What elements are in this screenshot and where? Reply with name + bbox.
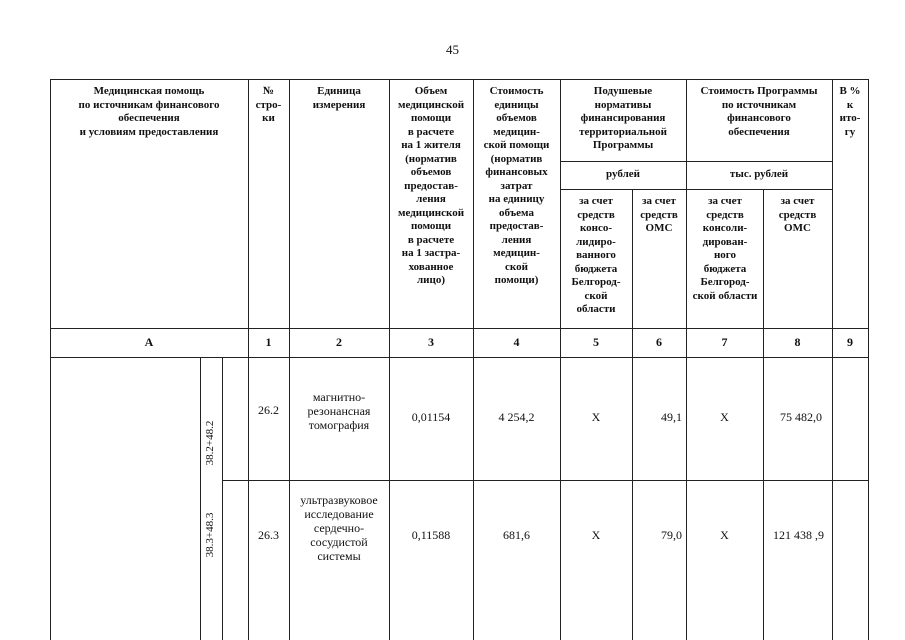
row-volume: 0,01154 [411,410,451,424]
col-number-1: 1 [265,335,272,349]
header-budget-per-capita: за счет средств консо- лидиро- ванного бюджета Белгород- ской области [571,195,621,315]
header-per-capita: Подушевые нормативы финансирования территориальной Программы [579,85,667,151]
header-medical-care: Медицинская помощь по источникам финансового обеспечения и условиям предоставления [78,85,220,138]
header-program-cost: Стоимость Программы по источникам финансового обеспечения [700,85,818,138]
header-volume: Объем медицинской помощи в расчете на 1 жителя (норматив объемов предостав- ления медицинской помощи в расчете на 1 застра- хованное лицо) [397,85,465,286]
row-oms-per-capita: 79,0 [661,528,682,542]
header-line-number: № стро- ки [255,85,282,124]
header-oms-total: за счет средств ОМС [778,195,817,234]
col-number-4: 4 [513,335,520,349]
row-side-label: 38.2+48.2 [204,420,216,466]
header-percent: В % к ито- гу [839,85,861,138]
row-budget-per-capita: X [591,528,601,542]
row-unit: магнитно- резонансная томография [307,390,371,432]
row-unit-cost: 681,6 [503,528,530,542]
col-number-6: 6 [656,335,662,349]
row-oms-per-capita: 49,1 [661,410,682,424]
col-number-a: А [144,335,154,349]
header-thousand-rubles: тыс. рублей [729,168,789,180]
header-oms-per-capita: за счет средств ОМС [640,195,678,234]
page-number: 45 [446,42,459,57]
row-line-number: 26.3 [258,528,279,542]
row-budget-per-capita: X [591,410,601,424]
col-number-8: 8 [794,335,801,349]
row-unit: ультразвуковое исследование сердечно- сосудистой системы [300,493,378,563]
row-line-number: 26.2 [258,403,279,417]
row-budget-total: X [720,528,729,542]
row-budget-total: X [720,410,729,424]
row-volume: 0,11588 [411,528,451,542]
col-number-2: 2 [336,335,342,349]
header-rubles: рублей [606,168,640,180]
row-oms-total: 75 482,0 [780,410,822,424]
row-side-label: 38.3+48.3 [204,512,216,558]
col-number-7: 7 [721,335,728,349]
header-budget-total: за счет средств консоли- дирован- ного бюджета Белгород- ской области [692,195,758,302]
header-unit: Единица измерения [312,85,366,111]
col-number-3: 3 [428,335,434,349]
row-unit-cost: 4 254,2 [498,410,535,424]
col-number-5: 5 [593,335,599,349]
row-oms-total: 121 438 ,9 [773,528,824,542]
header-unit-cost: Стоимость единицы объемов медицин- ской помощи (норматив финансовых затрат на единицу объема предостав- ления медицин- ской помощи) [483,85,550,286]
col-number-9: 9 [847,335,853,349]
